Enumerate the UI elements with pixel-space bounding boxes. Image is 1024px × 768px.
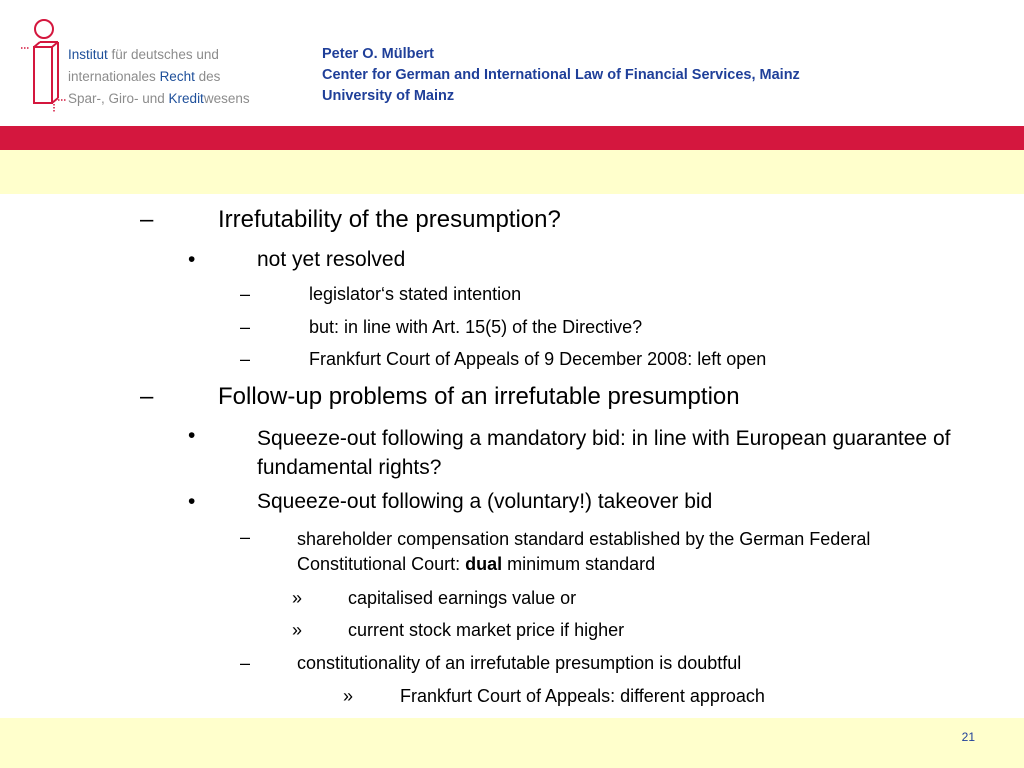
- bullet-text: Frankfurt Court of Appeals: different approach: [400, 686, 765, 706]
- slide-header: [0, 0, 1024, 126]
- bullet-text: Squeeze-out following a (voluntary!) takeover bid: [257, 490, 713, 513]
- bullet-text: but: in line with Art. 15(5) of the Directive?: [309, 317, 643, 337]
- author-university: University of Mainz: [322, 88, 455, 104]
- author-block: [322, 44, 800, 107]
- dash-marker: –: [240, 653, 251, 673]
- bullet-text: legislator‘s stated intention: [309, 284, 522, 304]
- page-number: 21: [961, 730, 975, 744]
- bullet-text: capitalised earnings value or: [348, 588, 577, 608]
- dash-marker: –: [240, 527, 251, 547]
- bullet-text: shareholder compensation standard established by the German Federal Constitutional Court: dual minimum standard: [297, 529, 871, 574]
- bullet-text: Squeeze-out following a mandatory bid: in line with European guarantee of fundamental rights?: [257, 427, 951, 479]
- dash-marker: –: [140, 383, 154, 410]
- institute-logo-icon: [18, 18, 68, 112]
- chevron-marker: »: [292, 588, 303, 608]
- chevron-marker: »: [343, 686, 354, 706]
- bullet-text: Frankfurt Court of Appeals of 9 December 2008: left open: [309, 349, 767, 369]
- bullet-text: Irrefutability of the presumption?: [218, 206, 561, 233]
- logo-line-2: internationales Recht des: [68, 69, 221, 84]
- slide-content: [0, 194, 1024, 718]
- author-center: Center for German and International Law of Financial Services, Mainz: [322, 67, 800, 83]
- dash-marker: –: [240, 349, 251, 369]
- bullet-text: Follow-up problems of an irrefutable presumption: [218, 383, 740, 410]
- dash-marker: –: [240, 317, 251, 337]
- dash-marker: –: [240, 284, 251, 304]
- institute-logo-text: [68, 44, 250, 110]
- footer-band: [0, 718, 1024, 768]
- author-name: Peter O. Mülbert: [322, 46, 434, 62]
- bullet-marker: •: [188, 490, 196, 513]
- bullet-text: current stock market price if higher: [348, 620, 625, 640]
- bullet-text: not yet resolved: [257, 248, 406, 271]
- bullet-marker: •: [188, 424, 196, 447]
- title-band: [0, 150, 1024, 194]
- chevron-marker: »: [292, 620, 303, 640]
- bullet-text: constitutionality of an irrefutable presumption is doubtful: [297, 653, 742, 673]
- bullet-marker: •: [188, 248, 196, 271]
- red-band: [0, 126, 1024, 150]
- logo-line-1: Institut für deutsches und: [68, 47, 219, 62]
- dash-marker: –: [140, 206, 154, 233]
- logo-line-3: Spar-, Giro- und Kreditwesens: [68, 91, 250, 106]
- bold-dual: dual: [465, 554, 503, 574]
